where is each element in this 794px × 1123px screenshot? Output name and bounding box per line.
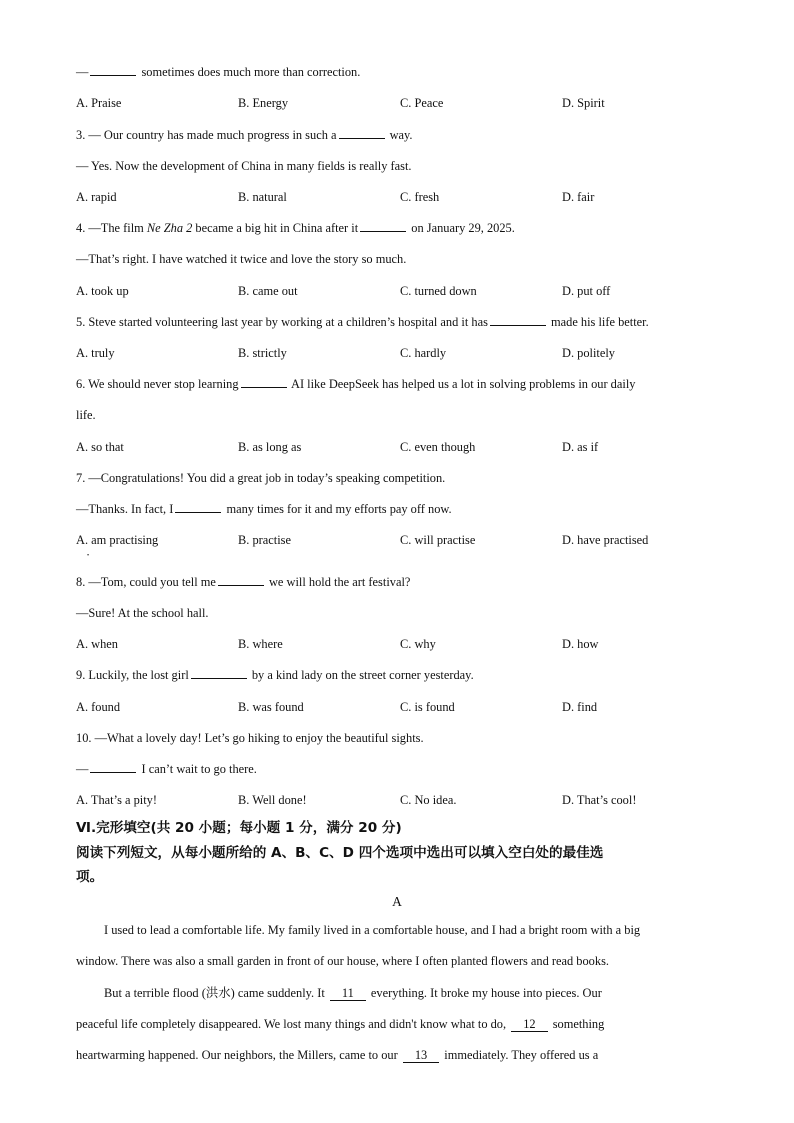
q7-options xyxy=(76,532,726,548)
q6-line1 xyxy=(76,376,635,392)
option-b: B. Energy xyxy=(238,96,289,110)
option-c: C. even though xyxy=(400,440,476,454)
q6-text-post: AI like DeepSeek has helped us a lot in solving problems in our daily xyxy=(288,377,636,391)
option-b: B. came out xyxy=(238,284,298,298)
option-a: A. That’s a pity! xyxy=(76,793,157,807)
q8-line2: —Sure! At the school hall. xyxy=(76,606,209,620)
passage-text: immediately. They offered us a xyxy=(441,1048,599,1062)
numbered-blank: 11 xyxy=(330,986,366,1001)
q4-line2: —That’s right. I have watched it twice and love the story so much. xyxy=(76,252,407,266)
option-c: C. is found xyxy=(400,700,455,714)
stray-dot-mark: • xyxy=(87,553,90,559)
option-d: D. as if xyxy=(562,440,599,454)
answer-blank xyxy=(90,64,136,76)
q10-line1: 10. —What a lovely day! Let’s go hiking to enjoy the beautiful sights. xyxy=(76,731,424,745)
q6-line2: life. xyxy=(76,408,96,422)
option-b: B. natural xyxy=(238,190,287,204)
q5-line1 xyxy=(76,314,649,330)
option-d: D. find xyxy=(562,700,598,714)
answer-blank xyxy=(191,667,247,679)
q4-text-mid: became a big hit in China after it xyxy=(192,221,359,235)
q10-options xyxy=(76,792,726,808)
numbered-blank: 13 xyxy=(403,1048,439,1063)
q9-line1 xyxy=(76,667,474,683)
q8-text-post: we will hold the art festival? xyxy=(265,575,411,589)
q2-text-post: sometimes does much more than correction. xyxy=(138,65,361,79)
q4-options xyxy=(76,283,726,299)
option-d: D. politely xyxy=(562,346,615,360)
answer-blank xyxy=(218,574,264,586)
q6-text-pre: 6. We should never stop learning xyxy=(76,377,239,391)
option-d: D. That’s cool! xyxy=(562,793,637,807)
option-c: C. hardly xyxy=(400,346,447,360)
option-c: C. will practise xyxy=(400,533,476,547)
q2-options xyxy=(76,95,726,111)
option-b: B. where xyxy=(238,637,283,651)
passage-line xyxy=(104,985,602,1001)
q4-text-pre: 4. —The film xyxy=(76,221,147,235)
option-a: A. found xyxy=(76,700,121,714)
q7-text-pre: —Thanks. In fact, I xyxy=(76,502,174,516)
option-c: C. why xyxy=(400,637,436,651)
passage-text: But a terrible flood (洪水) came suddenly. It xyxy=(104,986,328,1000)
option-b: B. as long as xyxy=(238,440,302,454)
passage-text: peaceful life completely disappeared. We lost many things and didn't know what to do, xyxy=(76,1017,510,1031)
q2-line xyxy=(76,64,360,80)
option-d: D. fair xyxy=(562,190,595,204)
section-instruction: 阅读下列短文，从每小题所给的 A、B、C、D 四个选项中选出可以填入空白处的最佳选 xyxy=(76,845,604,861)
answer-blank xyxy=(90,761,136,773)
option-a: A. so that xyxy=(76,440,124,454)
option-b: B. practise xyxy=(238,533,291,547)
option-d: D. Spirit xyxy=(562,96,605,110)
q3-line1 xyxy=(76,127,413,143)
film-title: Ne Zha 2 xyxy=(146,221,193,235)
passage-text: everything. It broke my house into pieces. Our xyxy=(367,986,602,1000)
answer-blank xyxy=(360,220,406,232)
q9-text-pre: 9. Luckily, the lost girl xyxy=(76,668,189,682)
option-d: D. put off xyxy=(562,284,611,298)
passage-line: window. There was also a small garden in front of our house, where I often planted flowers and read books. xyxy=(76,954,609,968)
option-a: A. am practising xyxy=(76,533,159,547)
q7-line1: 7. —Congratulations! You did a great job in today’s speaking competition. xyxy=(76,471,446,485)
option-c: C. fresh xyxy=(400,190,440,204)
q3-options xyxy=(76,189,726,205)
q5-text-pre: 5. Steve started volunteering last year by working at a children’s hospital and it has xyxy=(76,315,488,329)
q8-options xyxy=(76,636,726,652)
option-a: A. when xyxy=(76,637,118,651)
option-b: B. Well done! xyxy=(238,793,307,807)
passage-line xyxy=(76,1047,598,1063)
q7-text-post: many times for it and my efforts pay off now. xyxy=(223,502,452,516)
q10-text-pre: — xyxy=(76,762,89,776)
option-a: A. rapid xyxy=(76,190,117,204)
option-b: B. strictly xyxy=(238,346,287,360)
option-a: A. took up xyxy=(76,284,129,298)
q5-text-post: made his life better. xyxy=(547,315,649,329)
option-c: C. Peace xyxy=(400,96,444,110)
q3-text-post: way. xyxy=(386,128,413,142)
option-a: A. truly xyxy=(76,346,115,360)
section-heading: Ⅵ.完形填空(共 20 小题；每小题 1 分，满分 20 分) xyxy=(76,820,402,836)
q9-text-post: by a kind lady on the street corner yesterday. xyxy=(248,668,474,682)
q4-text-post: on January 29, 2025. xyxy=(408,221,515,235)
q3-text-pre: 3. — Our country has made much progress in such a xyxy=(76,128,337,142)
option-c: C. No idea. xyxy=(400,793,457,807)
numbered-blank: 12 xyxy=(511,1017,547,1032)
answer-blank xyxy=(339,127,385,139)
answer-blank xyxy=(490,314,546,326)
passage-label: A xyxy=(392,894,402,909)
option-c: C. turned down xyxy=(400,284,477,298)
section-instruction-cont: 项。 xyxy=(76,869,104,885)
q2-text-pre: — xyxy=(76,65,89,79)
q10-line2 xyxy=(76,761,257,777)
option-b: B. was found xyxy=(238,700,304,714)
q10-text-post: I can’t wait to go there. xyxy=(138,762,257,776)
q3-line2: — Yes. Now the development of China in many fields is really fast. xyxy=(76,159,412,173)
option-a: A. Praise xyxy=(76,96,122,110)
passage-line: I used to lead a comfortable life. My family lived in a comfortable house, and I had a bright room with a big xyxy=(104,923,641,937)
passage-text: something xyxy=(549,1017,605,1031)
answer-blank xyxy=(241,376,287,388)
q7-line2 xyxy=(76,501,452,517)
q5-options xyxy=(76,345,726,361)
q4-line1 xyxy=(76,220,515,236)
option-d: D. how xyxy=(562,637,599,651)
q8-line1 xyxy=(76,574,410,590)
q9-options xyxy=(76,699,726,715)
q6-options xyxy=(76,439,726,455)
passage-text: heartwarming happened. Our neighbors, the Millers, came to our xyxy=(76,1048,401,1062)
answer-blank xyxy=(175,501,221,513)
option-d: D. have practised xyxy=(562,533,649,547)
passage-line xyxy=(76,1016,604,1032)
q8-text-pre: 8. —Tom, could you tell me xyxy=(76,575,216,589)
